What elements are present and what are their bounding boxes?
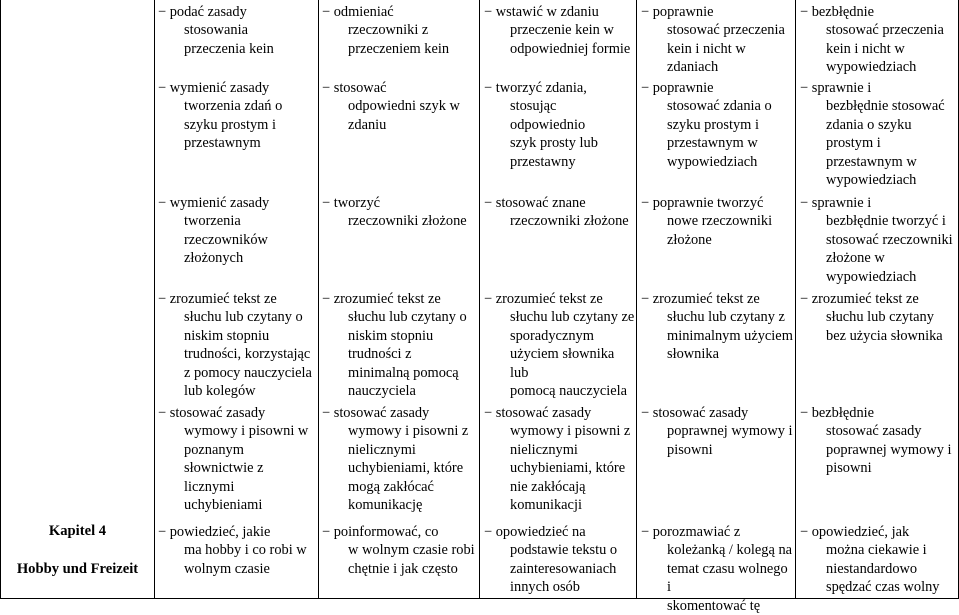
criterion-item: − zrozumieć tekst ze słuchu lub czytany bez użycia słownika: [800, 291, 943, 344]
column-divider: [795, 0, 796, 599]
criterion-item: − wymienić zasady tworzenia rzeczowników złożonych: [158, 195, 270, 267]
criterion-item: − zrozumieć tekst ze słuchu lub czytany o niskim stopniu trudności z minimalną pomocą nauczyciela: [322, 291, 467, 400]
criterion-item: − podać zasady stosowania przeczenia kein: [158, 4, 274, 57]
column-grade-4: [484, 0, 635, 599]
column-grade-6: [800, 0, 957, 599]
column-divider: [636, 0, 637, 599]
criterion-item: − poprawnie stosować zdania o szyku prostym i przestawnym w wypowiedziach: [641, 80, 772, 170]
criterion-item: − tworzyć rzeczowniki złożone: [322, 195, 467, 230]
criterion-item: − zrozumieć tekst ze słuchu lub czytany o niskim stopniu trudności, korzystając z pomocy nauczyciela lub kolegów: [158, 291, 312, 400]
table-border-left: [0, 0, 1, 599]
criterion-item: − stosować zasady wymowy i pisowni w poznanym słownictwie z licznymi uchybieniami: [158, 405, 309, 514]
criterion-item: − bezbłędnie stosować zasady poprawnej wymowy i pisowni: [800, 405, 952, 477]
criterion-item: − tworzyć zdania, stosując odpowiednio szyk prosty lub przestawny: [484, 80, 598, 170]
criterion-item: − poprawnie stosować przeczenia kein i nicht w zdaniach: [641, 4, 785, 76]
criterion-item: − stosować znane rzeczowniki złożone: [484, 195, 629, 230]
criterion-item: − zrozumieć tekst ze słuchu lub czytany ze sporadycznym użyciem słownika lub pomocą nauczyciela: [484, 291, 635, 400]
criterion-item: − powiedzieć, jakie ma hobby i co robi w wolnym czasie: [158, 524, 307, 577]
criterion-item: − opowiedzieć na podstawie tekstu o zainteresowaniach innych osób: [484, 524, 618, 596]
criterion-item: − stosować zasady poprawnej wymowy i pisowni: [641, 405, 793, 458]
chapter-title: Kapitel 4: [48, 523, 107, 539]
chapter-subtitle: Hobby und Freizeit: [16, 561, 139, 577]
criterion-item: − bezbłędnie stosować przeczenia kein i nicht w wypowiedziach: [800, 4, 944, 76]
criterion-item: − stosować odpowiedni szyk w zdaniu: [322, 80, 460, 133]
column-grade-3: [322, 0, 478, 599]
criterion-item: − wstawić w zdaniu przeczenie kein w odpowiedniej formie: [484, 4, 631, 57]
criterion-item: − odmieniać rzeczowniki z przeczeniem kein: [322, 4, 450, 57]
column-grade-5: [641, 0, 794, 614]
criterion-item: − stosować zasady wymowy i pisowni z nielicznymi uchybieniami, które nie zakłócają komunikacji: [484, 405, 631, 514]
criterion-item: − poinformować, co w wolnym czasie robi chętnie i jak często: [322, 524, 475, 577]
criterion-item: − sprawnie i bezbłędnie stosować zdania o szyku prostym i przestawnym w wypowiedziach: [800, 80, 945, 189]
criterion-item: − opowiedzieć, jak można ciekawie i niestandardowo spędzać czas wolny: [800, 524, 940, 596]
column-divider: [318, 0, 319, 599]
column-divider: [479, 0, 480, 599]
criterion-item: − porozmawiać z koleżanką / kolegą na temat czasu wolnego i skomentować tę: [641, 524, 793, 614]
criterion-item: − sprawnie i bezbłędnie tworzyć i stosować rzeczowniki złożone w wypowiedziach: [800, 195, 953, 285]
criterion-item: − stosować zasady wymowy i pisowni z nielicznymi uchybieniami, które mogą zakłócać komunikację: [322, 405, 469, 514]
column-divider: [154, 0, 155, 599]
criterion-item: − zrozumieć tekst ze słuchu lub czytany z minimalnym użyciem słownika: [641, 291, 793, 363]
criterion-item: − poprawnie tworzyć nowe rzeczowniki złożone: [641, 195, 773, 248]
column-grade-2: [158, 0, 316, 599]
criterion-item: − wymienić zasady tworzenia zdań o szyku prostym i przestawnym: [158, 80, 283, 152]
